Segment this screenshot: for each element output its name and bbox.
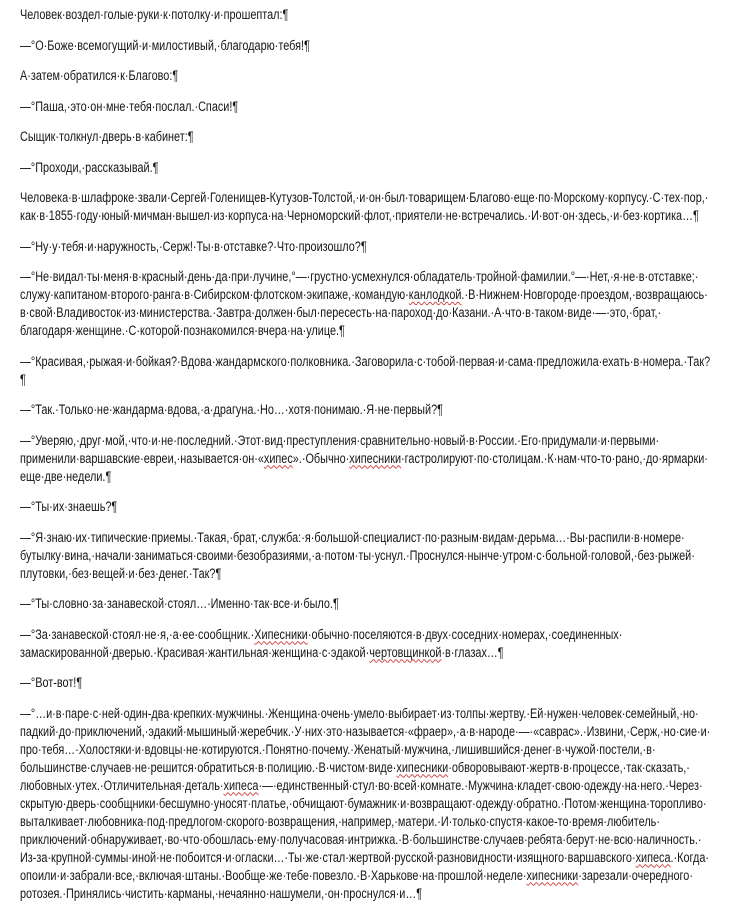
text-run: ·​обворовывают·​жертв·​в·​процессе,·​так·​сказать,·​любовных·​утех.·​Отличительная·​деталь·​ [20, 759, 690, 793]
text-run: —°…и·​в·​паре·​с·​ней·​один-два·​крепких·​мужчины.·​Женщина·​очень·​умело·​выбирает·​из·​толпы·​жертву.·​Ей·​нужен·​человек·​семейный,·​но·​падкий·​до·​приключений,·​эдакий·​мышиный·​жеребчик.·​У·​них·​это·​называется·​«фраер»,·​а·​в·​народе·​—·​«саврас».·​Извини,·​Серж,·​но·​сие·​и·​про·​тебя…·​Холостяки·​и·​вдовцы·​не·​котируются.·​Понятно·​почему.·​Женатый·​мужчина,·​лишившийся·​денег·​в·​чужой·​постели,·​в·​большинстве·​случаев·​не·​решится·​обратиться·​в·​полицию.·​В·​чистом·​виде·​ [20, 705, 711, 775]
paragraph[interactable] [20, 6, 712, 24]
text-run: ·​зарезали·​очередного·​ротозея.·​Принялись·​чистить·​карманы,·​нечаянно·​нашумели,·​он·​проснулся·​и… [20, 867, 693, 901]
paragraph[interactable] [20, 626, 712, 662]
paragraph[interactable] [20, 432, 712, 486]
text-run: —°Ты·​словно·​за·​занавеской·​стоял…·​Именно·​так·​все·​и·​было. [20, 596, 333, 611]
misspelled-word[interactable]: хипесники [349, 450, 402, 466]
misspelled-word[interactable]: чертовщинкой [369, 644, 442, 660]
text-run: —°За·​занавеской·​стоял·​не·​я,·​а·​ее·​сообщник.·​ [20, 626, 255, 642]
text-run: ».·​Обычно·​ [292, 450, 350, 466]
text-run: А·​затем·​обратился·​к·​Благово: [20, 68, 173, 83]
misspelled-word[interactable]: Хипесники [254, 626, 308, 642]
paragraph[interactable] [20, 268, 712, 340]
text-run: —°Я·​знаю·​их·​типические·​приемы.·​Такая,·​брат,·​служба:·​я·​большой·​специалист·​по·​разным·​видам·​дерьма…·​Вы·​распили·​в·​номере·​бутылку·​вина,·​начали·​заниматься·​своими·​безобразиями,·​а·​потом·​ты·​уснул.·​Проснулся·​нынче·​утром·​с·​больной·​головой,·​без·​рыжей·​плутовки,·​без·​вещей·​и·​без·​денег.·​Так? [20, 529, 695, 581]
document-text-area[interactable] [20, 6, 712, 903]
text-run: Сыщик·​толкнул·​дверь·​в·​кабинет: [20, 129, 188, 144]
text-run: ·​обычно·​поселяются·​в·​двух·​соседних·​номерах,·​соединенных·​замаскированной·​дверью.·​Красивая·​жантильная·​женщина·​с·​эдакой·​ [20, 626, 623, 660]
text-run: —°Не·​видал·​ты·​меня·​в·​красный·​день·​да·​при·​лучине,°—·​грустно·​усмехнулся·​обладатель·​тройной·​фамилии.°—·​Нет,·​я·​не·​в·​отставке;·​служу·​капитаном·​второго·​ранга·​в·​Сибирском·​флотском·​экипаже,·​командую·​ [20, 269, 699, 302]
pilcrow-mark: ¶ [304, 37, 310, 53]
misspelled-word[interactable]: канлодкой [408, 287, 462, 302]
pilcrow-mark: ¶ [111, 499, 118, 514]
pilcrow-mark: ¶ [215, 565, 222, 581]
pilcrow-mark: ¶ [282, 7, 289, 22]
paragraph[interactable] [20, 238, 712, 256]
misspelled-word[interactable]: хипеса [635, 849, 671, 865]
text-run: —°Вот-вот! [20, 675, 77, 690]
document-canvas [20, 6, 712, 903]
text-run: ·​—·​единственный·​стул·​во·​всей·​комнате.·​Мужчина·​кладет·​свою·​одежду·​на·​него.·​Через·​скрытую·​дверь·​сообщники·​бесшумно·​уносят·​платье,·​обчищают·​бумажник·​и·​возвращают·​одежду·​обратно.·​Потом·​женщина·​торопливо·​выталкивает·​любовника·​под·​предлогом·​скорого·​возвращения,·​например,·​матери.·​И·​только·​спустя·​какое-то·​время·​любитель·​приключений·​обнаруживает,·​во·​что·​обошлась·​ему·​получасовая·​интрижка.·​В·​большинстве·​случаев·​ребята·​берут·​не·​всю·​наличность.·​Из-за·​крупной·​суммы·​иной·​не·​побоится·​и·​огласки…·​Ты·​же·​стал·​жертвой·​русской·​разновидности·​изящного·​варшавского·​ [20, 777, 707, 865]
paragraph[interactable] [20, 529, 712, 583]
text-run: —°Так.·​Только·​не·​жандарма·​вдова,·​а·​драгуна.·​Но…·​хотя·​понимаю.·​Я·​не·​первый? [20, 402, 438, 417]
paragraph[interactable] [20, 189, 712, 225]
text-run: .·​В·​Нижнем·​Новгороде·​проездом,·​возвращаюсь·​в·​свой·​Владивосток·​из·​министерства.·​Завтра·​должен·​был·​пересесть·​на·​пароход·​до·​Казани.·​А·​что·​в·​таком·​виде·​—·​это,·​брат,·​благодаря·​женщине.·​С·​которой·​познакомился·​вчера·​на·​улице. [20, 287, 708, 338]
paragraph[interactable] [20, 98, 712, 116]
paragraph[interactable] [20, 353, 712, 389]
text-run: Человека·​в·​шлафроке·​звали·​Сергей·​Голенищев-Кутузов-Толстой,·​и·​он·​был·​товарищем·​Благово·​еще·​по·​Морскому·​корпусу.·​С·​тех·​пор,·​как·​в·​1855·​году·​юный·​мичман·​вышел·​из·​корпуса·​на·​Черноморский·​флот,·​приятели·​не·​встречались.·​И·​вот·​он·​здесь,·​и·​без·​кортика… [20, 190, 709, 223]
paragraph[interactable] [20, 595, 712, 613]
paragraph[interactable] [20, 498, 712, 516]
pilcrow-mark: ¶ [105, 468, 112, 484]
pilcrow-mark: ¶ [20, 371, 26, 387]
misspelled-word[interactable]: хипесники [526, 867, 579, 883]
misspelled-word[interactable]: хипес [263, 450, 293, 466]
pilcrow-mark: ¶ [332, 596, 339, 611]
pilcrow-mark: ¶ [152, 159, 159, 175]
paragraph[interactable] [20, 674, 712, 692]
text-run: ·​гастролируют·​по·​столицам.·​К·​нам·​что-то·​рано,·​до·​ярмарки·​еще·​две·​недели. [20, 450, 708, 484]
pilcrow-mark: ¶ [437, 402, 443, 417]
text-run: —°О·​Боже·​всемогущий·​и·​милостивый,·​благодарю·​тебя! [20, 37, 305, 53]
text-run: —°Красивая,·​рыжая·​и·​бойкая?·​Вдова·​жандармского·​полковника.·​Заговорила·​с·​тобой·​первая·​и·​сама·​предложила·​ехать·​в·​номера.·​Так? [20, 353, 711, 369]
paragraph[interactable] [20, 401, 712, 419]
pilcrow-mark: ¶ [416, 885, 423, 901]
paragraph[interactable] [20, 705, 712, 903]
paragraph[interactable] [20, 37, 712, 55]
pilcrow-mark: ¶ [497, 644, 504, 660]
misspelled-word[interactable]: хипесники [396, 759, 449, 775]
pilcrow-mark: ¶ [692, 208, 699, 223]
text-run: —°Паша,·​это·​он·​мне·​тебя·​послал.·​Спаси! [20, 98, 233, 114]
pilcrow-mark: ¶ [172, 68, 179, 83]
paragraph[interactable] [20, 159, 712, 177]
text-run: .·​Когда·​опоили·​и·​забрали·​все,·​включая·​штаны.·​Вообще·​же·​тебе·​повезло.·​В·​Харькове·​на·​прошлой·​неделе·​ [20, 849, 709, 883]
pilcrow-mark: ¶ [339, 323, 345, 338]
text-run: —°Проходи,·​рассказывай. [20, 159, 153, 175]
text-run: ·​в·​глазах… [441, 644, 498, 660]
misspelled-word[interactable]: хипеса [223, 777, 259, 793]
text-run: —°Ты·​их·​знаешь? [20, 499, 112, 514]
text-run: —°Ну·​у·​тебя·​и·​наружность,·​Серж!·​Ты·​в·​отставке?·​Что·​произошло? [20, 238, 361, 254]
text-run: —°Уверяю,·​друг·​мой,·​что·​и·​не·​последний.·​Этот·​вид·​преступления·​сравнительно·​новый·​в·​России.·​Его·​придумали·​и·​первыми·​применили·​варшавские·​евреи,·​называется·​он·​« [20, 432, 660, 466]
paragraph[interactable] [20, 67, 712, 85]
text-run: Человек·​воздел·​голые·​руки·​к·​потолку·​и·​прошептал: [20, 7, 283, 22]
pilcrow-mark: ¶ [360, 238, 367, 254]
pilcrow-mark: ¶ [76, 675, 83, 690]
paragraph[interactable] [20, 128, 712, 146]
pilcrow-mark: ¶ [187, 129, 194, 144]
pilcrow-mark: ¶ [232, 98, 239, 114]
